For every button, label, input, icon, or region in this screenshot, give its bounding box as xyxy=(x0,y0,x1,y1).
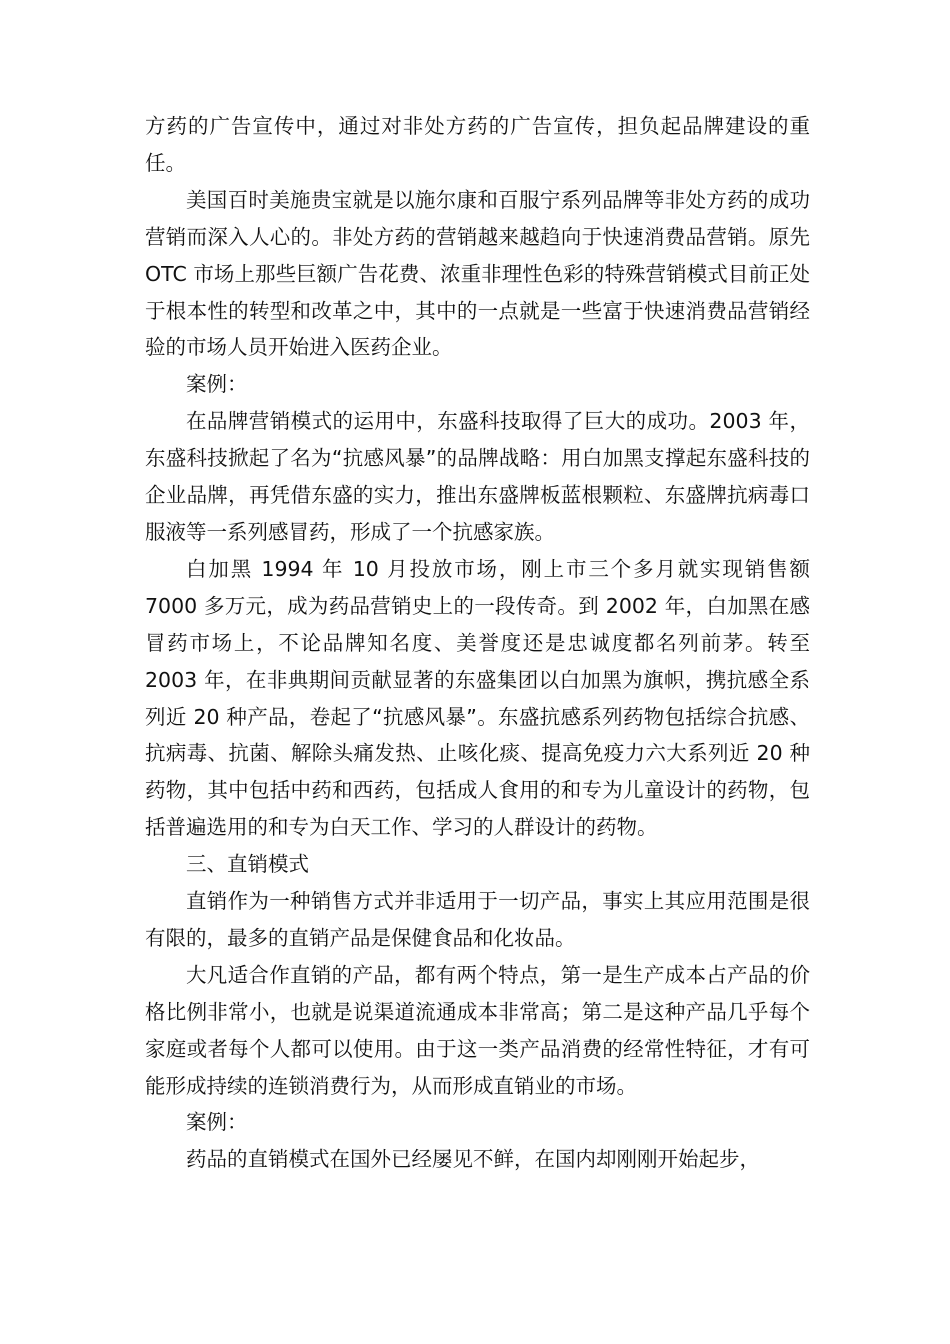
paragraph-dongsheng-brand: 在品牌营销模式的运用中，东盛科技取得了巨大的成功。2003 年，东盛科技掀起了名为“抗感风暴”的品牌战略：用白加黑支撑起东盛科技的企业品牌，再凭借东盛的实力，推出东盛牌板蓝根颗粒、东盛牌抗病毒口服液等一系列感冒药，形成了一个抗感家族。 xyxy=(145,409,810,544)
paragraph-drug-direct-sales: 药品的直销模式在国外已经屡见不鲜，在国内却刚刚开始起步， xyxy=(186,1147,760,1172)
paragraph-baijiahei: 白加黑 1994 年 10 月投放市场，刚上市三个多月就实现销售额 7000 多万元，成为药品营销史上的一段传奇。到 2002 年，白加黑在感冒药市场上，不论品牌知名度、美誉度还是忠诚度都名列前茅。转至 2003 年，在非典期间贡献显著的东盛集团以白加黑为旗帜，携抗感全系列近 20 种产品，卷起了“抗感风暴”。东盛抗感系列药物包括综合抗感、抗病毒、抗菌、解除头痛发热、止咳化痰、提高免疫力六大系列近 20 种药物，其中包括中药和西药，包括成人食用的和专为儿童设计的药物，包括普遍选用的和专为白天工作、学习的人群设计的药物。 xyxy=(145,556,810,840)
case-label-2: 案例： xyxy=(186,1110,248,1135)
paragraph-continuation: 方药的广告宣传中，通过对非处方药的广告宣传，担负起品牌建设的重任。 xyxy=(145,114,810,175)
case-label: 案例： xyxy=(186,372,248,397)
paragraph-bms-otc: 美国百时美施贵宝就是以施尔康和百服宁系列品牌等非处方药的成功营销而深入人心的。非处方药的营销越来越趋向于快速消费品营销。原先 OTC 市场上那些巨额广告花费、浓重非理性色彩的特殊营销模式目前正处于根本性的转型和改革之中，其中的一点就是一些富于快速消费品营销经验的市场人员开始进入医药企业。 xyxy=(145,187,810,360)
section-heading-direct-sales: 三、直销模式 xyxy=(186,852,309,877)
paragraph-direct-sales-scope: 直销作为一种销售方式并非适用于一切产品，事实上其应用范围是很有限的，最多的直销产品是保健食品和化妆品。 xyxy=(145,889,810,950)
document-body xyxy=(145,108,810,1178)
paragraph-direct-sales-features: 大凡适合作直销的产品，都有两个特点，第一是生产成本占产品的价格比例非常小，也就是说渠道流通成本非常高；第二是这种产品几乎每个家庭或者每个人都可以使用。由于这一类产品消费的经常性特征，才有可能形成持续的连锁消费行为，从而形成直销业的市场。 xyxy=(145,962,810,1098)
